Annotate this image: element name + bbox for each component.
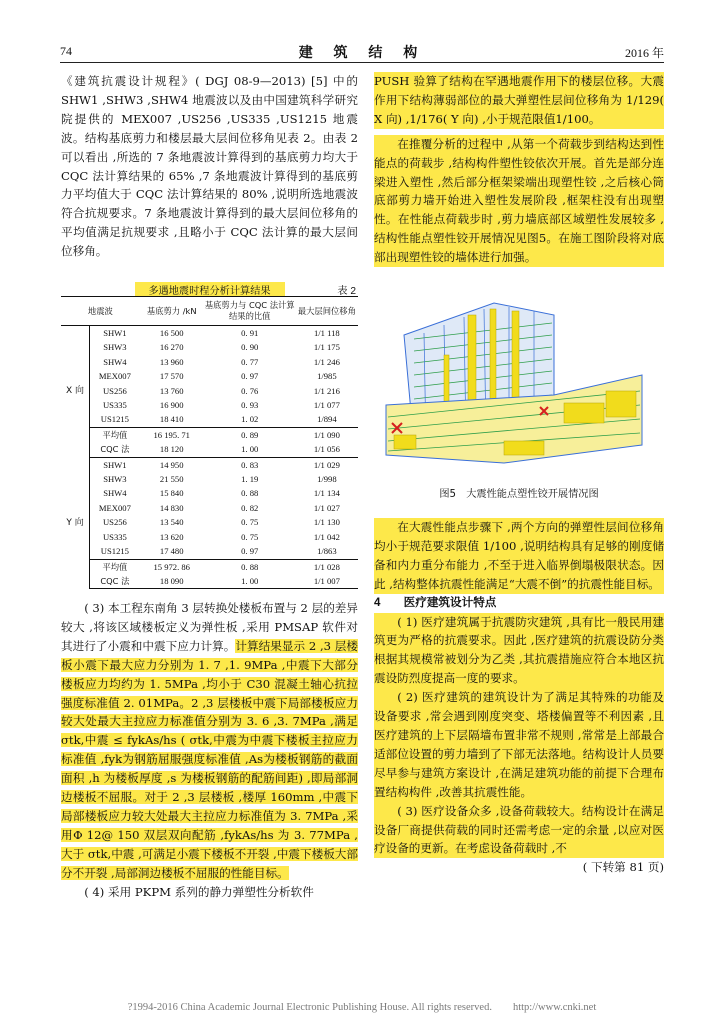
table-row xyxy=(61,340,358,354)
table-cell: US1215 xyxy=(100,546,129,557)
right-column-bottom xyxy=(374,518,664,877)
table-cell: 1/863 xyxy=(317,546,337,557)
table-cell: 17 570 xyxy=(159,371,184,382)
table-cell: 16 195. 71 xyxy=(140,427,204,442)
col-header-ratio: 基底剪力与 CQC 法计算结果的比值 xyxy=(204,297,296,326)
table-cell: 1/1 029 xyxy=(313,459,340,470)
table-cell: CQC 法 xyxy=(90,574,140,589)
table-cell: 0. 91 xyxy=(241,328,259,338)
table-row xyxy=(61,384,358,398)
table-cell: 0. 77 xyxy=(241,356,259,367)
table-cell: US335 xyxy=(102,531,127,542)
table-cell: 0. 97 xyxy=(241,371,259,382)
right-column-top xyxy=(374,72,664,267)
table-cell: 1/1 056 xyxy=(296,442,358,457)
table-row-average xyxy=(61,427,358,442)
paragraph-4: ( 4) 采用 PKPM 系列的静力弹塑性分析软件 xyxy=(84,884,314,899)
copyright-footer: ?1994-2016 China Academic Journal Electronic Publishing House. All rights reserved. http://www.cnki.net xyxy=(127,1002,597,1013)
figure-caption: 图5 大震性能点塑性铰开展情况图 xyxy=(439,489,599,500)
table-cell: 1/1 118 xyxy=(314,328,340,338)
table-cell: 17 480 xyxy=(159,546,184,557)
table-cell: 0. 76 xyxy=(241,385,259,396)
table-cell: US1215 xyxy=(100,414,129,425)
table-cell: 13 540 xyxy=(159,517,184,528)
table-cell: 0. 90 xyxy=(241,342,259,353)
table-row xyxy=(61,326,358,341)
table-cell: 1/998 xyxy=(317,474,337,485)
paragraph-3a: ( 3) 本工程东南角 3 层转换处楼板布置与 2 层的差异较大 ,将该区域楼板定义为弹性板 ,采用 PMSAP 软件对其进行了小震和中震下应力计算。计算结果显示 2 ,3 层楼板小震下最大应力分别为 1. 7 ,1. 9MPa ,中震下大部分楼板应力均约为 1. 5MPa ,均小于 C30 混凝土轴心抗拉强度标准值 2. 01MPa。2 ,3 层楼板中震下局部楼板应力较大处最大主拉应力标准值分别为 3. 6 ,3. 7MPa ,满足 σtk,中震 ≤ fykAs/hs ( σtk,中震为中震下楼板主拉应力标准值 ,fyk为钢筋屈服强度标准值 ,As为楼板钢筋的截面面积 ,h 为楼板厚度 ,s 为楼板钢筋的配筋间距) ,即局部洞边楼板不屈服。对于 2 ,3 层楼板 ,楼厚 160mm ,中震下局部楼板应力较大处最大主拉应力标准值为 3. 7MPa ,采用Φ 12@ 150 双层双向配筋 ,fykAs/hs 为 3. 77MPa ,大于 σtk,中震 ,可满足小震下楼板不开裂 ,中震下楼板大部分不开裂 ,局部洞边楼板不屈服的性能目标。 xyxy=(61,601,358,880)
table-cell: 1. 02 xyxy=(241,414,259,425)
table-cell: 15 840 xyxy=(159,488,184,499)
table-cell: 1/1 007 xyxy=(296,574,358,589)
table-cell: 0. 93 xyxy=(241,400,259,411)
table-cell: 0. 97 xyxy=(241,546,259,557)
table-cell: 1/1 090 xyxy=(296,427,358,442)
table-cell: 14 950 xyxy=(159,459,184,470)
table-cell: 1/1 175 xyxy=(313,342,340,353)
paragraph-push: PUSH 验算了结构在罕遇地震作用下的楼层位移。大震作用下结构薄弱部位的最大弹塑性层间位移角为 1/129( X 向) ,1/176( Y 向) ,小于规范限值1/100。 xyxy=(374,72,664,129)
paragraph-intro: 《建筑抗震设计规程》( DGJ 08-9—2013) [5] 中的 SHW1 ,SHW3 ,SHW4 地震波以及由中国建筑科学研究院提供的 MEX007 ,US256 ,US335 ,US1215 地震波。结构基底剪力和楼层最大层间位移角见表 2。由表 2 可以看出 ,所选的 7 条地震波计算得到的基底剪力均大于 CQC 法计算结果的 65% ,7 条地震波计算得到的基底剪力平均值大于 CQC 法计算结果的 80% ,说明所选地震波符合抗规要求。7 条地震波计算得到的最大层间位移角的平均值满足抗规要求 ,且略小于 CQC 法计算的最大层间位移角。 xyxy=(61,74,358,259)
table-cell: 16 500 xyxy=(159,328,184,338)
table-cell: 1/894 xyxy=(317,414,337,425)
table-cell: 0. 75 xyxy=(241,531,259,542)
table-cell: 0. 88 xyxy=(204,559,296,574)
table-cell: MEX007 xyxy=(98,502,131,513)
table-row-average xyxy=(61,559,358,574)
table-row-cqc xyxy=(61,442,358,457)
table-cell: 1/1 134 xyxy=(313,488,340,499)
table-row xyxy=(61,355,358,369)
col-header-shear: 基底剪力 /kN xyxy=(140,297,204,326)
table-cell: 0. 88 xyxy=(241,488,259,499)
table-row xyxy=(61,472,358,486)
table-cell: US256 xyxy=(102,385,127,396)
table-cell: 1/1 216 xyxy=(313,385,340,396)
left-column-bottom xyxy=(61,599,358,902)
paragraph-3b: 计算结果显示 2 ,3 层楼板小震下最大应力分别为 1. 7 ,1. 9MPa ,中震下大部分楼板应力均约为 1. 5MPa ,均小于 C30 混凝土轴心抗拉强度标准值 2. 01MPa。2 ,3 层楼板中震下局部楼板应力较大处最大主拉应力标准值分别为 3. 6 ,3. 7MPa ,满足 σtk,中震 ≤ fykAs/hs ( σtk,中震为中震下楼板主拉应力标准值 ,fyk为钢筋屈服强度标准值 ,As为楼板钢筋的截面面积 ,h 为楼板厚度 ,s 为楼板钢筋的配筋间距) ,即局部洞边楼板不屈服。对于 2 ,3 层楼板 ,楼厚 160mm ,中震下局部楼板应力较大处最大主拉应力标准值为 3. 7MPa ,采用Φ 12@ 150 双层双向配筋 ,fykAs/hs 为 3. 77MPa ,大于 σtk,中震 ,可满足小震下楼板不开裂 ,中震下楼板大部分不开裂 ,局部洞边楼板不屈服的性能目标。 xyxy=(61,638,358,880)
left-column-top xyxy=(61,72,358,261)
table-cell: 1. 19 xyxy=(241,474,259,485)
table-cell: 1/1 077 xyxy=(313,400,340,411)
table-title: 多遇地震时程分析计算结果 xyxy=(135,282,285,297)
table-cell: 1. 00 xyxy=(204,442,296,457)
table-row xyxy=(61,412,358,427)
table-cell: SHW1 xyxy=(103,459,127,470)
table-cell: SHW1 xyxy=(103,328,127,338)
table-row xyxy=(61,515,358,529)
table-row xyxy=(61,369,358,383)
table-row xyxy=(61,544,358,559)
table-cell: 1/1 042 xyxy=(313,531,340,542)
col-header-drift: 最大层间位移角 xyxy=(296,297,358,326)
results-table xyxy=(61,296,358,589)
table-cell: 16 900 xyxy=(159,400,184,411)
table-cell: 0. 83 xyxy=(241,459,259,470)
paragraph-medical-3: ( 3) 医疗设备众多 ,设备荷载较大。结构设计在满足设备厂商提供荷载的同时还需考虑一定的余量 ,以应对医疗设备的更新。在考虑设备荷载时 ,不 xyxy=(374,802,664,859)
plastic-hinge-figure xyxy=(384,295,646,471)
table-cell: 16 270 xyxy=(159,342,184,353)
paragraph-medical-1: ( 1) 医疗建筑属于抗震防灾建筑 ,具有比一般民用建筑更为严格的抗震要求。因此 ,医疗建筑的抗震设防分类根据其规模常被划分为乙类 ,其抗震措施应符合本地区抗震设防烈度提高一度的要求。 xyxy=(374,613,664,689)
table-number: 表 2 xyxy=(337,286,356,297)
running-header xyxy=(60,40,664,63)
table-cell: 1/985 xyxy=(317,371,337,382)
table-cell: 0. 75 xyxy=(241,517,259,528)
table-row xyxy=(61,486,358,500)
table-cell: 18 090 xyxy=(140,574,204,589)
direction-label: X 向 xyxy=(61,326,90,458)
table-cell: 18 120 xyxy=(140,442,204,457)
page-number: 74 xyxy=(60,44,72,58)
table-cell: 13 620 xyxy=(159,531,184,542)
table-cell: 21 550 xyxy=(159,474,184,485)
table-row xyxy=(61,501,358,515)
continued-note: ( 下转第 81 页) xyxy=(582,860,664,875)
paragraph-medical-2: ( 2) 医疗建筑的建筑设计为了满足其特殊的功能及设备要求 ,常会遇到刚度突变、塔楼偏置等不利因素 ,且医疗建筑的上下层隔墙布置非常不规则 ,常常是上部最合适部位设置的剪力墙到了下部无法落地。结构设计人员要尽早参与建筑方案设计 ,在满足建筑功能的前提下合理布置结构构件 ,改善其抗震性能。 xyxy=(374,688,664,801)
table-cell: SHW3 xyxy=(103,342,127,353)
table-row xyxy=(61,398,358,412)
table-cell: 1/1 130 xyxy=(313,517,340,528)
table-cell: 0. 89 xyxy=(204,427,296,442)
direction-label: Y 向 xyxy=(61,457,90,589)
table-cell: SHW3 xyxy=(103,474,127,485)
table-cell: 15 972. 86 xyxy=(140,559,204,574)
table-cell: 平均值 xyxy=(90,427,140,442)
section-heading: 4 医疗建筑设计特点 xyxy=(374,595,497,609)
table-row xyxy=(61,457,358,472)
table-cell: 1/1 246 xyxy=(313,356,340,367)
table-cell: MEX007 xyxy=(98,371,131,382)
table-cell: CQC 法 xyxy=(90,442,140,457)
table-cell: 0. 82 xyxy=(241,502,259,513)
table-row xyxy=(61,530,358,544)
table-cell: 14 830 xyxy=(159,502,184,513)
col-header-wave: 地震波 xyxy=(61,297,140,326)
table-header-row xyxy=(61,297,358,326)
table-cell: 平均值 xyxy=(90,559,140,574)
journal-title: 建 筑 结 构 xyxy=(298,45,426,61)
table-cell: US256 xyxy=(102,517,127,528)
table-cell: 1/1 028 xyxy=(296,559,358,574)
table-cell: 13 760 xyxy=(159,385,184,396)
table-row-cqc xyxy=(61,574,358,589)
paragraph-after-figure: 在大震性能点步骤下 ,两个方向的弹塑性层间位移角均小于规范要求限值 1/100 ,说明结构具有足够的刚度储备和内力重分布能力 ,不至于进入临界倒塌极限状态。因此 ,结构整体抗震性能满足“大震不倒”的抗震性能目标。 xyxy=(374,518,664,594)
paragraph-pushover: 在推覆分析的过程中 ,从第一个荷载步到结构达到性能点的荷载步 ,结构构件塑性铰依次开展。首先是部分连梁进入塑性 ,然后部分框架梁端出现塑性铰 ,之后核心筒底部剪力墙开始进入塑性发展阶段 ,框架柱没有出现塑性。在性能点荷载步时 ,剪力墙底部区域塑性发展较多 ,结构性能点塑性铰开展情况见图5。在施工图阶段将对底部出现塑性铰的墙体进行加强。 xyxy=(374,135,664,267)
issue-year: 2016 年 xyxy=(624,46,664,60)
table-cell: 13 960 xyxy=(159,356,184,367)
table-cell: 1. 00 xyxy=(204,574,296,589)
table-cell: SHW4 xyxy=(103,488,127,499)
table-cell: 18 410 xyxy=(159,414,184,425)
table-cell: US335 xyxy=(102,400,127,411)
table-cell: SHW4 xyxy=(103,356,127,367)
table-cell: 1/1 027 xyxy=(313,502,340,513)
